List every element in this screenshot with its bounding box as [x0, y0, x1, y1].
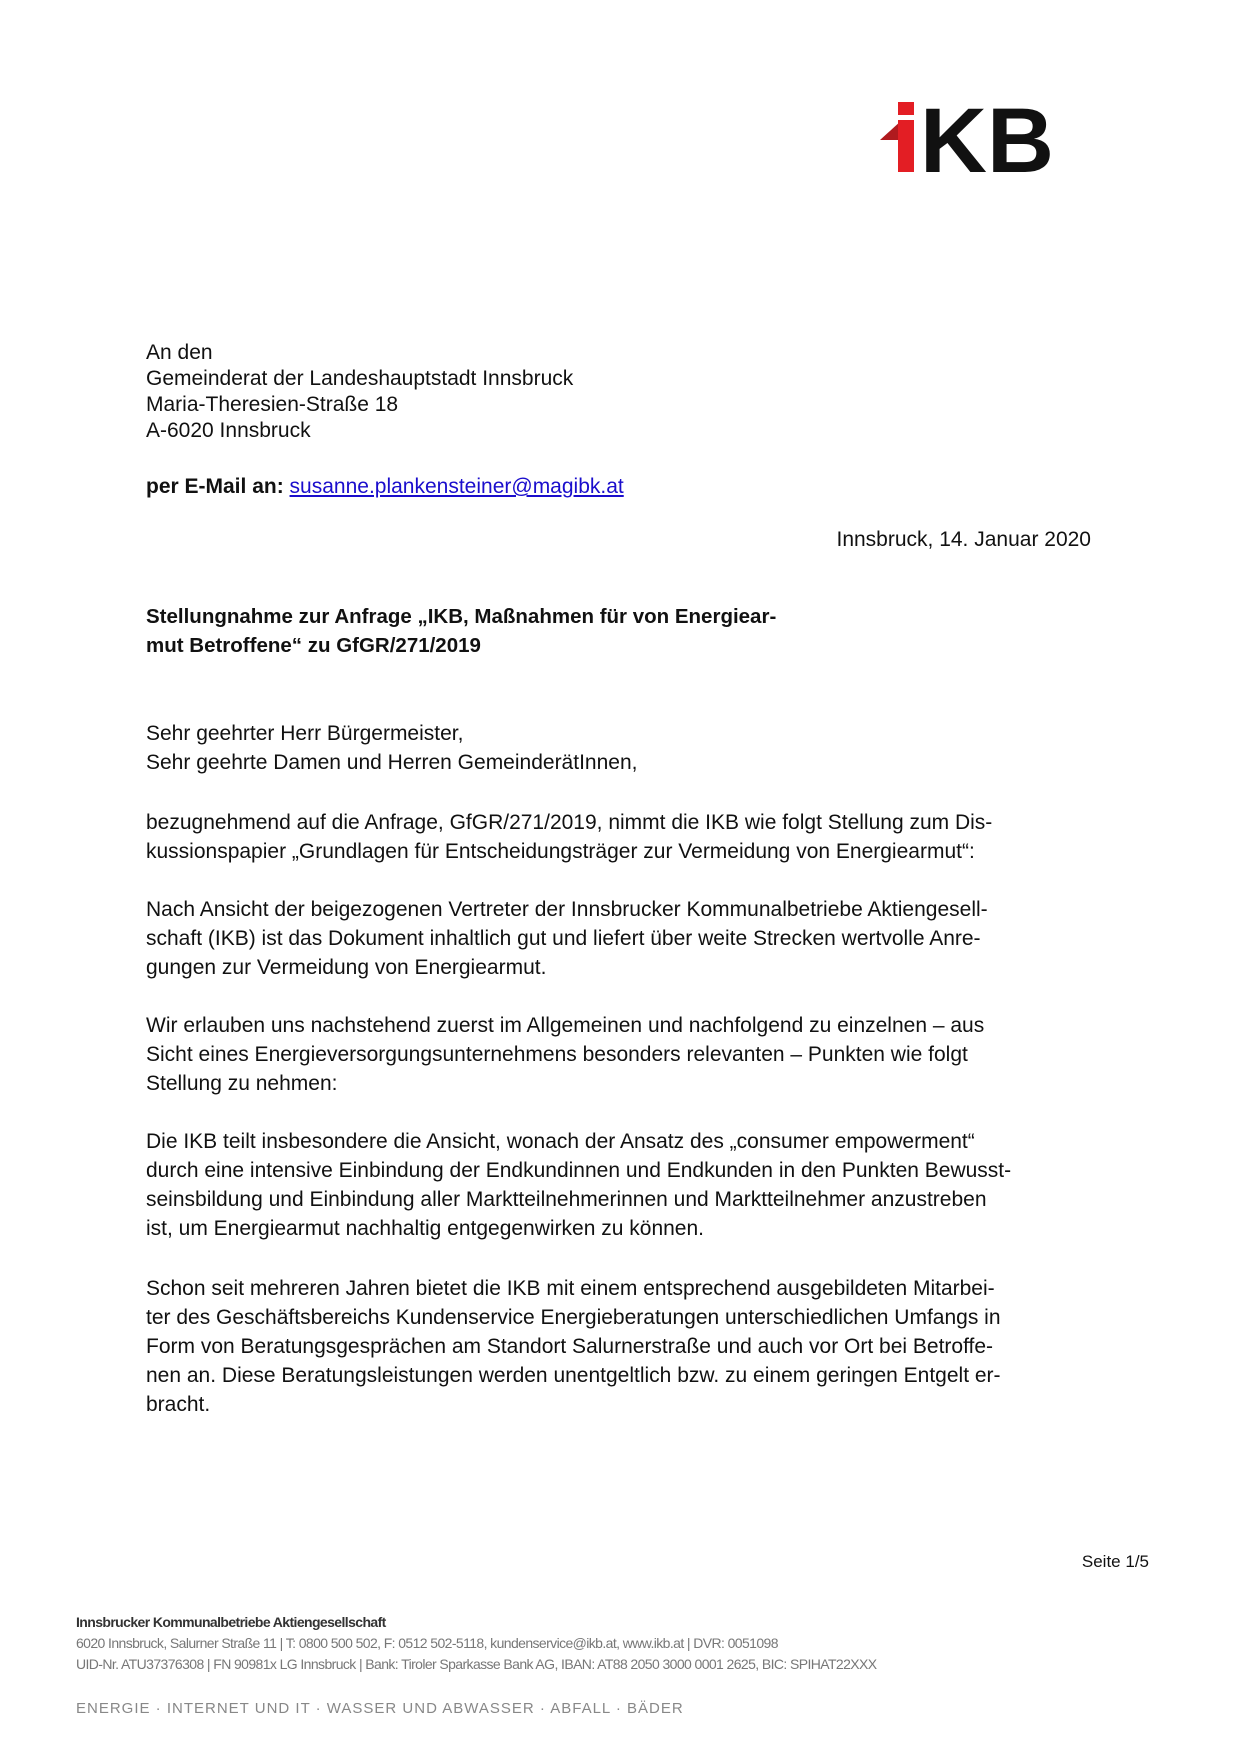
salutation-line: Sehr geehrte Damen und Herren GemeinderätInnen, [146, 751, 638, 774]
address-line: A-6020 Innsbruck [146, 419, 311, 442]
logo-kb-text: KB [920, 98, 1054, 178]
text-line: Die IKB teilt insbesondere die Ansicht, wonach der Ansatz des „consumer empowerment“ [146, 1130, 975, 1153]
subject-line: Stellungnahme zur Anfrage „IKB, Maßnahmen für von Energiear- [146, 605, 777, 628]
paragraph [146, 1127, 1011, 1243]
text-line: gungen zur Vermeidung von Energiearmut. [146, 956, 547, 979]
footer-company: Innsbrucker Kommunalbetriebe Aktiengesellschaft [76, 1614, 386, 1630]
recipient-address [146, 340, 573, 444]
text-line: ter des Geschäftsbereichs Kundenservice Energieberatungen unterschiedlichen Umfangs in [146, 1306, 1001, 1329]
salutation-line: Sehr geehrter Herr Bürgermeister, [146, 722, 464, 745]
text-line: Wir erlauben uns nachstehend zuerst im Allgemeinen und nachfolgend zu einzelnen – aus [146, 1014, 985, 1037]
text-line: Stellung zu nehmen: [146, 1072, 338, 1095]
text-line: Form von Beratungsgesprächen am Standort Salurnerstraße und auch vor Ort bei Betroffe- [146, 1335, 994, 1358]
page-number: Seite 1/5 [1081, 1552, 1149, 1571]
email-label: per E-Mail an: [146, 475, 284, 498]
subject [146, 602, 776, 660]
address-line: Maria-Theresien-Straße 18 [146, 393, 399, 416]
email-line [146, 472, 624, 501]
paragraph [146, 895, 988, 982]
ikb-logo [876, 98, 1056, 178]
text-line: ist, um Energiearmut nachhaltig entgegenwirken zu können. [146, 1217, 704, 1240]
text-line: bracht. [146, 1393, 211, 1416]
email-link[interactable]: susanne.plankensteiner@magibk.at [289, 475, 624, 498]
letter-date: Innsbruck, 14. Januar 2020 [836, 528, 1091, 551]
paragraph [146, 1011, 984, 1098]
footer-bank: UID-Nr. ATU37376308 | FN 90981x LG Innsbruck | Bank: Tiroler Sparkasse Bank AG, IBAN: AT88 2050 3000 0001 2625, BIC: SPIHAT22XXX [76, 1656, 877, 1672]
text-line: Sicht eines Energieversorgungsunternehmens besonders relevanten – Punkten wie folgt [146, 1043, 968, 1066]
text-line: Nach Ansicht der beigezogenen Vertreter der Innsbrucker Kommunalbetriebe Aktiengesell- [146, 898, 988, 921]
footer-tagline: ENERGIE · INTERNET UND IT · WASSER UND ABWASSER · ABFALL · BÄDER [76, 1700, 684, 1717]
paragraph [146, 1274, 1001, 1419]
footer [76, 1612, 877, 1675]
footer-contact: 6020 Innsbruck, Salurner Straße 11 | T: 0800 500 502, F: 0512 502-5118, kundenservice@ikb.at, www.ikb.at | DVR: 0051098 [76, 1635, 778, 1651]
paragraph [146, 808, 992, 866]
text-line: schaft (IKB) ist das Dokument inhaltlich gut und liefert über weite Strecken wertvolle Anre- [146, 927, 981, 950]
salutation [146, 719, 637, 777]
subject-line: mut Betroffene“ zu GfGR/271/2019 [146, 634, 481, 657]
address-line: Gemeinderat der Landeshauptstadt Innsbruck [146, 367, 574, 390]
text-line: Schon seit mehreren Jahren bietet die IKB mit einem entsprechend ausgebildeten Mitarbei- [146, 1277, 995, 1300]
text-line: durch eine intensive Einbindung der Endkundinnen und Endkunden in den Punkten Bewusst- [146, 1159, 1012, 1182]
logo-red-i-stem [898, 120, 914, 172]
text-line: bezugnehmend auf die Anfrage, GfGR/271/2019, nimmt die IKB wie folgt Stellung zum Dis- [146, 811, 993, 834]
text-line: seinsbildung und Einbindung aller Marktteilnehmerinnen und Marktteilnehmer anzustreben [146, 1188, 987, 1211]
logo-red-i-dot [898, 102, 914, 115]
address-line: An den [146, 341, 213, 364]
text-line: nen an. Diese Beratungsleistungen werden unentgeltlich bzw. zu einem geringen Entgelt er- [146, 1364, 1001, 1387]
text-line: kussionspapier „Grundlagen für Entscheidungsträger zur Vermeidung von Energiearmut“: [146, 840, 975, 863]
